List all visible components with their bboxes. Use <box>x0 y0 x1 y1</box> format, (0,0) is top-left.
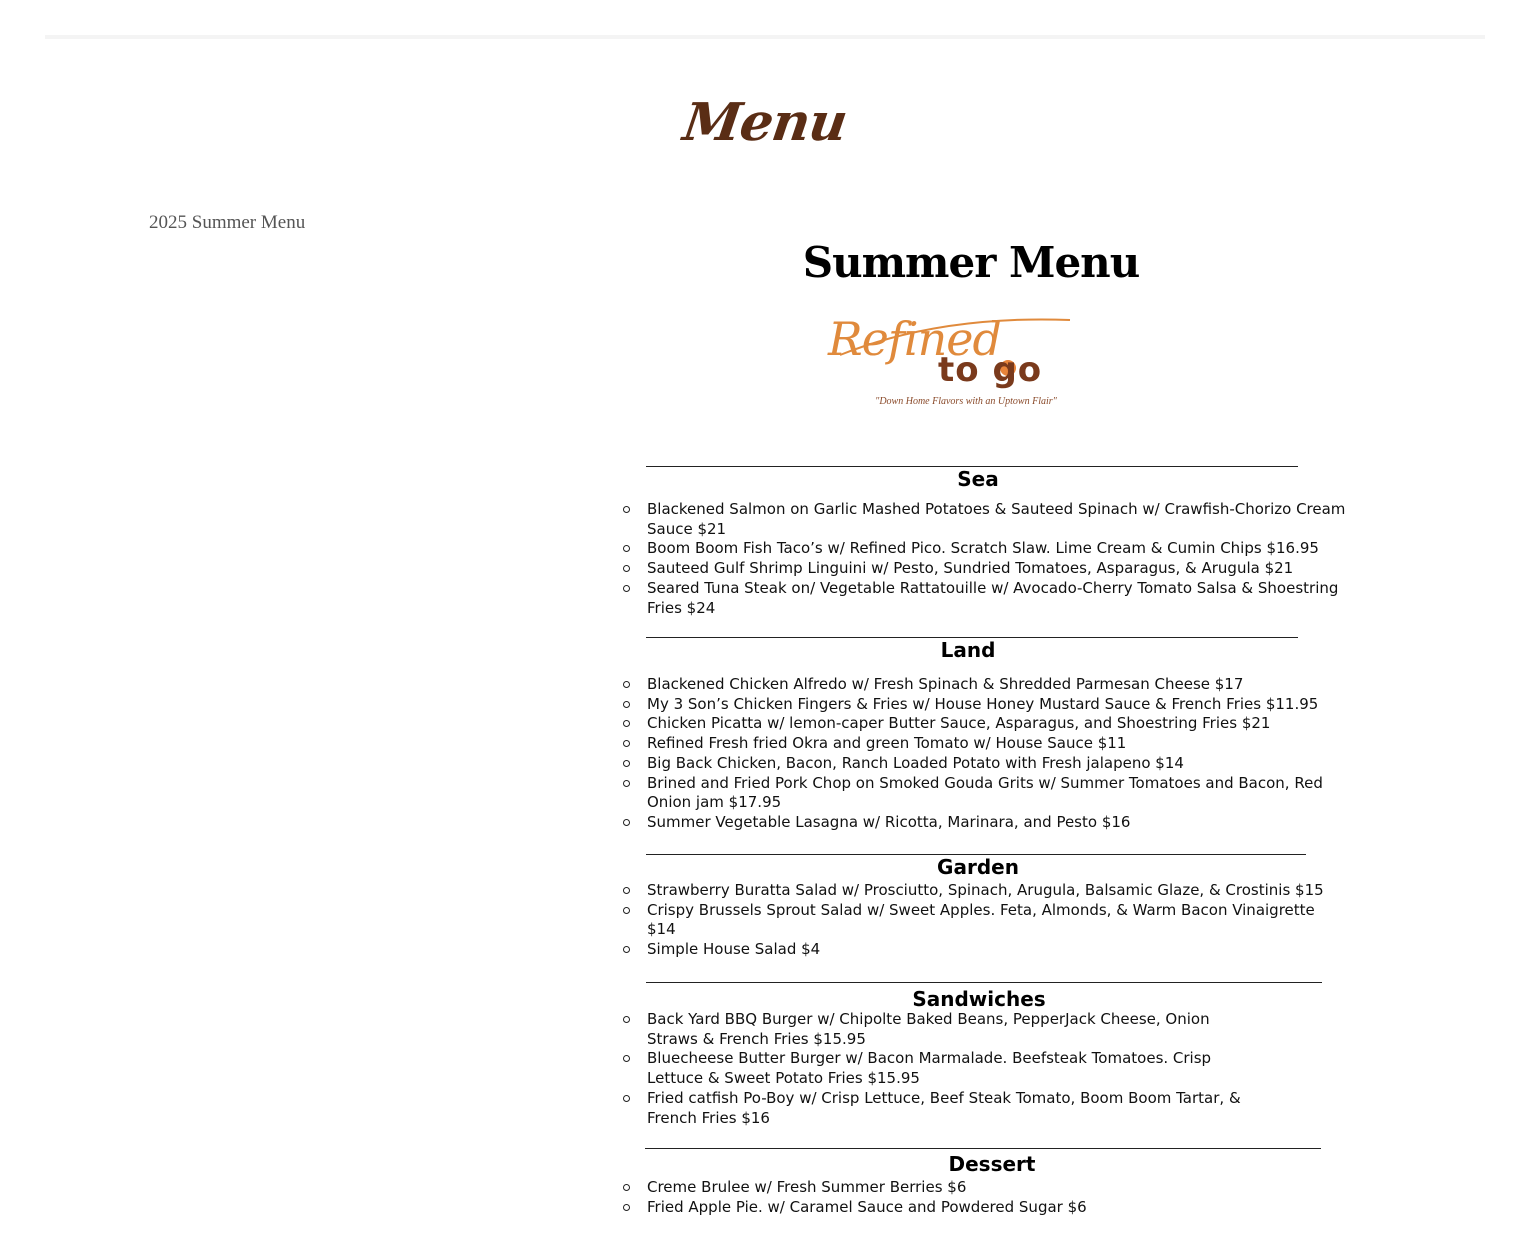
menu-item: Brined and Fried Pork Chop on Smoked Gouda Grits w/ Summer Tomatoes and Bacon, Red Onion jam $17.95 <box>600 774 1347 813</box>
section-heading: Land <box>940 638 996 662</box>
menu-item: Boom Boom Fish Taco’s w/ Refined Pico. Scratch Slaw. Lime Cream & Cumin Chips $16.95 <box>600 539 1347 559</box>
menu-image <box>600 230 1380 1240</box>
section-item-list <box>600 1010 1267 1128</box>
logo-togo-text: to go <box>938 350 1043 390</box>
menu-item: Blackened Chicken Alfredo w/ Fresh Spinach & Shredded Parmesan Cheese $17 <box>600 675 1347 695</box>
section-item-list <box>600 1178 1347 1217</box>
refined-to-go-logo <box>820 310 1110 410</box>
menu-item: Big Back Chicken, Bacon, Ranch Loaded Potato with Fresh jalapeno $14 <box>600 754 1347 774</box>
page-title: Menu <box>679 92 851 153</box>
menu-item: Sauteed Gulf Shrimp Linguini w/ Pesto, Sundried Tomatoes, Asparagus, & Arugula $21 <box>600 559 1347 579</box>
menu-item: Strawberry Buratta Salad w/ Prosciutto, Spinach, Arugula, Balsamic Glaze, & Crostinis $15 <box>600 881 1347 901</box>
logo-script-text: Refined <box>828 312 1001 366</box>
section-item-list <box>600 500 1347 618</box>
section-item-list <box>600 675 1347 833</box>
section-item-list <box>600 881 1347 960</box>
menu-item: Fried catfish Po-Boy w/ Crisp Lettuce, Beef Steak Tomato, Boom Boom Tartar, & French Fries $16 <box>600 1089 1267 1128</box>
menu-item: Fried Apple Pie. w/ Caramel Sauce and Powdered Sugar $6 <box>600 1198 1347 1218</box>
menu-item: Summer Vegetable Lasagna w/ Ricotta, Marinara, and Pesto $16 <box>600 813 1347 833</box>
section-heading: Dessert <box>948 1152 1036 1176</box>
section-divider <box>645 1148 1321 1149</box>
menu-item: Chicken Picatta w/ lemon-caper Butter Sauce, Asparagus, and Shoestring Fries $21 <box>600 714 1347 734</box>
top-divider <box>45 35 1485 39</box>
menu-item: Simple House Salad $4 <box>600 940 1347 960</box>
menu-caption: 2025 Summer Menu <box>149 212 306 233</box>
menu-title: Summer Menu <box>802 238 1140 287</box>
menu-item: Crispy Brussels Sprout Salad w/ Sweet Apples. Feta, Almonds, & Warm Bacon Vinaigrette $14 <box>600 901 1347 940</box>
section-heading: Garden <box>937 855 1019 879</box>
menu-item: Seared Tuna Steak on/ Vegetable Rattatouille w/ Avocado-Cherry Tomato Salsa & Shoestring Fries $24 <box>600 579 1347 618</box>
section-heading: Sandwiches <box>912 987 1046 1011</box>
menu-item: Creme Brulee w/ Fresh Summer Berries $6 <box>600 1178 1347 1198</box>
menu-item: My 3 Son’s Chicken Fingers & Fries w/ House Honey Mustard Sauce & French Fries $11.95 <box>600 695 1347 715</box>
section-heading: Sea <box>957 467 999 491</box>
menu-item: Blackened Salmon on Garlic Mashed Potatoes & Sauteed Spinach w/ Crawfish-Chorizo Cream Sauce $21 <box>600 500 1347 539</box>
menu-item: Bluecheese Butter Burger w/ Bacon Marmalade. Beefsteak Tomatoes. Crisp Lettuce & Sweet Potato Fries $15.95 <box>600 1049 1247 1088</box>
section-divider <box>646 982 1322 983</box>
menu-item: Back Yard BBQ Burger w/ Chipolte Baked Beans, PepperJack Cheese, Onion Straws & French Fries $15.95 <box>600 1010 1247 1049</box>
menu-item: Refined Fresh fried Okra and green Tomato w/ House Sauce $11 <box>600 734 1347 754</box>
logo-tagline: "Down Home Flavors with an Uptown Flair" <box>875 396 1057 407</box>
